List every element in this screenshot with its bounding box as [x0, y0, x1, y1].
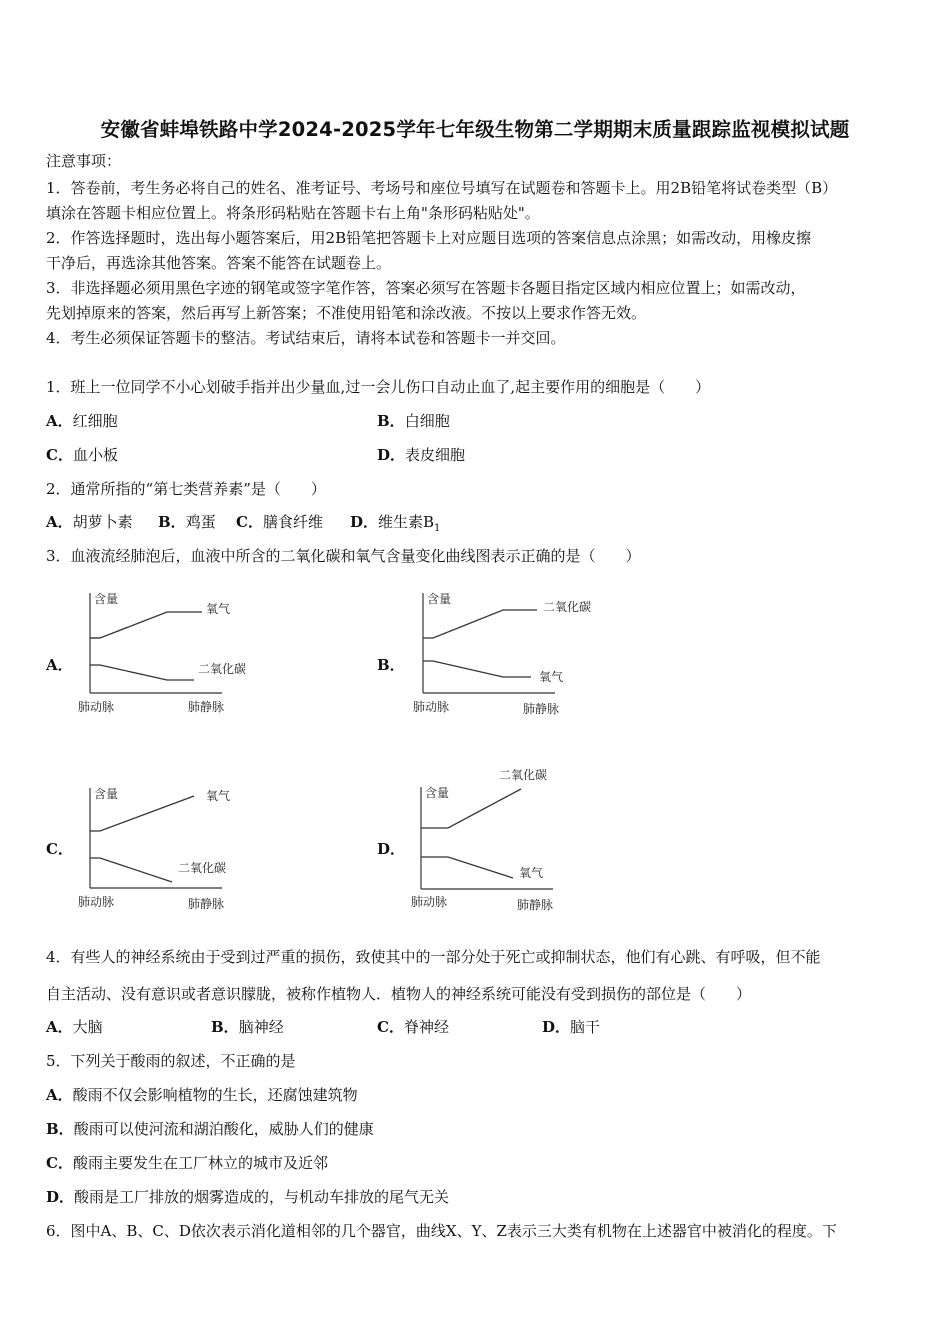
- option-text: 鸡蛋: [185, 513, 216, 531]
- q2-option-a[interactable]: [46, 511, 133, 532]
- question-3-stem: 3．血液流经肺泡后，血液中所含的二氧化碳和氧气含量变化曲线图表示正确的是（ ）: [46, 547, 641, 565]
- notice-line: 填涂在答题卡相应位置上。将条形码粘贴在答题卡右上角"条形码粘贴处"。: [46, 204, 540, 222]
- upper-curve-label: 氧气: [206, 789, 231, 803]
- option-text: 膳食纤维: [262, 513, 323, 531]
- chart-svg: [72, 780, 282, 915]
- option-label: B．: [46, 1120, 74, 1138]
- question-2-stem: 2．通常所指的“第七类营养素”是（ ）: [46, 480, 326, 498]
- lower-curve: [90, 858, 172, 882]
- option-label: D．: [542, 1018, 571, 1036]
- upper-curve: [90, 796, 194, 831]
- option-text: 白细胞: [404, 412, 450, 430]
- y-axis-label: 含量: [427, 592, 452, 606]
- option-text: 表皮细胞: [405, 446, 466, 464]
- question-4-stem-line-1: 4．有些人的神经系统由于受到过严重的损伤，致使其中的一部分处于死亡或抑制状态，他们有心跳、有呼吸，但不能: [46, 948, 821, 966]
- q3-chart-b[interactable]: [405, 585, 625, 724]
- x-axis-right-label: 肺静脉: [523, 702, 560, 716]
- option-label: C．: [236, 513, 263, 531]
- q2-option-c[interactable]: [236, 511, 323, 532]
- q2-option-d[interactable]: [350, 511, 440, 534]
- q5-option-b[interactable]: [46, 1118, 374, 1139]
- q3-option-a-label[interactable]: A．: [46, 656, 73, 674]
- option-label: A．: [46, 412, 73, 430]
- upper-curve-label: 氧气: [206, 602, 231, 616]
- x-axis-left-label: 肺动脉: [78, 700, 115, 714]
- q4-option-d[interactable]: [542, 1016, 600, 1037]
- lower-curve-label: 二氧化碳: [178, 861, 227, 875]
- chart-svg: [72, 585, 282, 720]
- notice-line: 2．作答选择题时，选出每小题答案后，用2B铅笔把答题卡上对应题目选项的答案信息点涂黑；如需改动，用橡皮擦: [46, 229, 812, 247]
- option-text: 酸雨可以使河流和湖泊酸化，威胁人们的健康: [73, 1120, 374, 1138]
- upper-curve: [90, 612, 202, 638]
- q3-chart-c[interactable]: [72, 780, 282, 919]
- option-text: 大脑: [72, 1018, 103, 1036]
- q5-option-a[interactable]: [46, 1084, 358, 1105]
- question-1-stem: 1．班上一位同学不小心划破手指并出少量血,过一会儿伤口自动止血了,起主要作用的细胞是（ ）: [46, 378, 711, 396]
- x-axis-left-label: 肺动脉: [411, 895, 448, 909]
- option-text: 血小板: [72, 446, 118, 464]
- lower-curve-label: 二氧化碳: [198, 662, 247, 676]
- lower-curve-label: 氧气: [519, 866, 544, 880]
- notice-line: 4．考生必须保证答题卡的整洁。考试结束后，请将本试卷和答题卡一并交回。: [46, 329, 566, 347]
- notice-line: 3．非选择题必须用黑色字迹的钢笔或签字笔作答，答案必须写在答题卡各题目指定区域内相应位置上；如需改动，: [46, 279, 806, 297]
- y-axis-label: 含量: [425, 786, 450, 800]
- q5-option-c[interactable]: [46, 1152, 328, 1173]
- option-label: C．: [377, 1018, 404, 1036]
- x-axis-right-label: 肺静脉: [188, 700, 225, 714]
- q3-option-b-label[interactable]: B．: [377, 656, 405, 674]
- q1-option-c[interactable]: [46, 444, 118, 465]
- lower-curve-label: 氧气: [539, 670, 564, 684]
- lower-curve: [90, 665, 194, 680]
- q4-option-b[interactable]: [211, 1016, 284, 1037]
- upper-curve: [423, 610, 537, 638]
- x-axis-left-label: 肺动脉: [413, 700, 450, 714]
- option-label: A．: [46, 1086, 73, 1104]
- x-axis-left-label: 肺动脉: [78, 895, 115, 909]
- subscript: 1: [434, 523, 441, 534]
- option-text: 酸雨是工厂排放的烟雾造成的，与机动车排放的尾气无关: [74, 1188, 450, 1206]
- q1-option-b[interactable]: [377, 410, 450, 431]
- option-text: 脊神经: [403, 1018, 449, 1036]
- chart-svg: [403, 765, 623, 915]
- option-label: A．: [46, 513, 73, 531]
- option-text: 胡萝卜素: [72, 513, 133, 531]
- option-label: B．: [158, 513, 186, 531]
- lower-curve: [421, 857, 513, 878]
- option-text: 脑神经: [238, 1018, 284, 1036]
- y-axis-label: 含量: [94, 787, 119, 801]
- option-text: 酸雨主要发生在工厂林立的城市及近邻: [72, 1154, 328, 1172]
- chart-svg: [405, 585, 625, 720]
- q2-option-b[interactable]: [158, 511, 216, 532]
- q3-chart-a[interactable]: [72, 585, 282, 724]
- lower-curve: [423, 661, 531, 677]
- upper-curve-label: 二氧化碳: [543, 600, 592, 614]
- upper-curve-label: 二氧化碳: [499, 768, 548, 782]
- option-label: D．: [377, 446, 406, 464]
- q3-option-d-label[interactable]: D．: [377, 840, 406, 858]
- notice-line: 先划掉原来的答案，然后再写上新答案；不准使用铅笔和涂改液。不按以上要求作答无效。: [46, 304, 647, 322]
- q4-option-c[interactable]: [377, 1016, 449, 1037]
- option-text: 红细胞: [72, 412, 118, 430]
- q1-option-d[interactable]: [377, 444, 465, 465]
- option-label: A．: [46, 1018, 73, 1036]
- option-label: D．: [46, 1188, 75, 1206]
- notice-line: 干净后，再选涂其他答案。答案不能答在试题卷上。: [46, 254, 392, 272]
- option-label: B．: [211, 1018, 239, 1036]
- question-5-stem: 5．下列关于酸雨的叙述，不正确的是: [46, 1052, 296, 1070]
- option-text: 脑干: [570, 1018, 601, 1036]
- x-axis-right-label: 肺静脉: [188, 897, 225, 911]
- option-label: C．: [46, 446, 73, 464]
- y-axis-label: 含量: [94, 592, 119, 606]
- notice-line: 1．答卷前，考生务必将自己的姓名、准考证号、考场号和座位号填写在试题卷和答题卡上。用2B铅笔将试卷类型（B）: [46, 179, 838, 197]
- q1-option-a[interactable]: [46, 410, 118, 431]
- option-label: B．: [377, 412, 405, 430]
- q5-option-d[interactable]: [46, 1186, 449, 1207]
- notice-heading: 注意事项：: [46, 152, 122, 170]
- q4-option-a[interactable]: [46, 1016, 103, 1037]
- q3-chart-d[interactable]: [403, 765, 623, 919]
- question-4-stem-line-2: 自主活动、没有意识或者意识朦胧，被称作植物人．植物人的神经系统可能没有受到损伤的部位是（ ）: [46, 985, 752, 1003]
- question-6-stem: 6．图中A、B、C、D依次表示消化道相邻的几个器官，曲线X、Y、Z表示三大类有机物在上述器官中被消化的程度。下: [46, 1222, 837, 1240]
- option-text: 酸雨不仅会影响植物的生长，还腐蚀建筑物: [72, 1086, 358, 1104]
- x-axis-right-label: 肺静脉: [517, 898, 554, 912]
- option-label: D．: [350, 513, 379, 531]
- page-title: 安徽省蚌埠铁路中学2024-2025学年七年级生物第二学期期末质量跟踪监视模拟试题: [100, 118, 850, 141]
- q3-option-c-label[interactable]: C．: [46, 840, 73, 858]
- option-text: 维生素B: [378, 513, 435, 531]
- option-label: C．: [46, 1154, 73, 1172]
